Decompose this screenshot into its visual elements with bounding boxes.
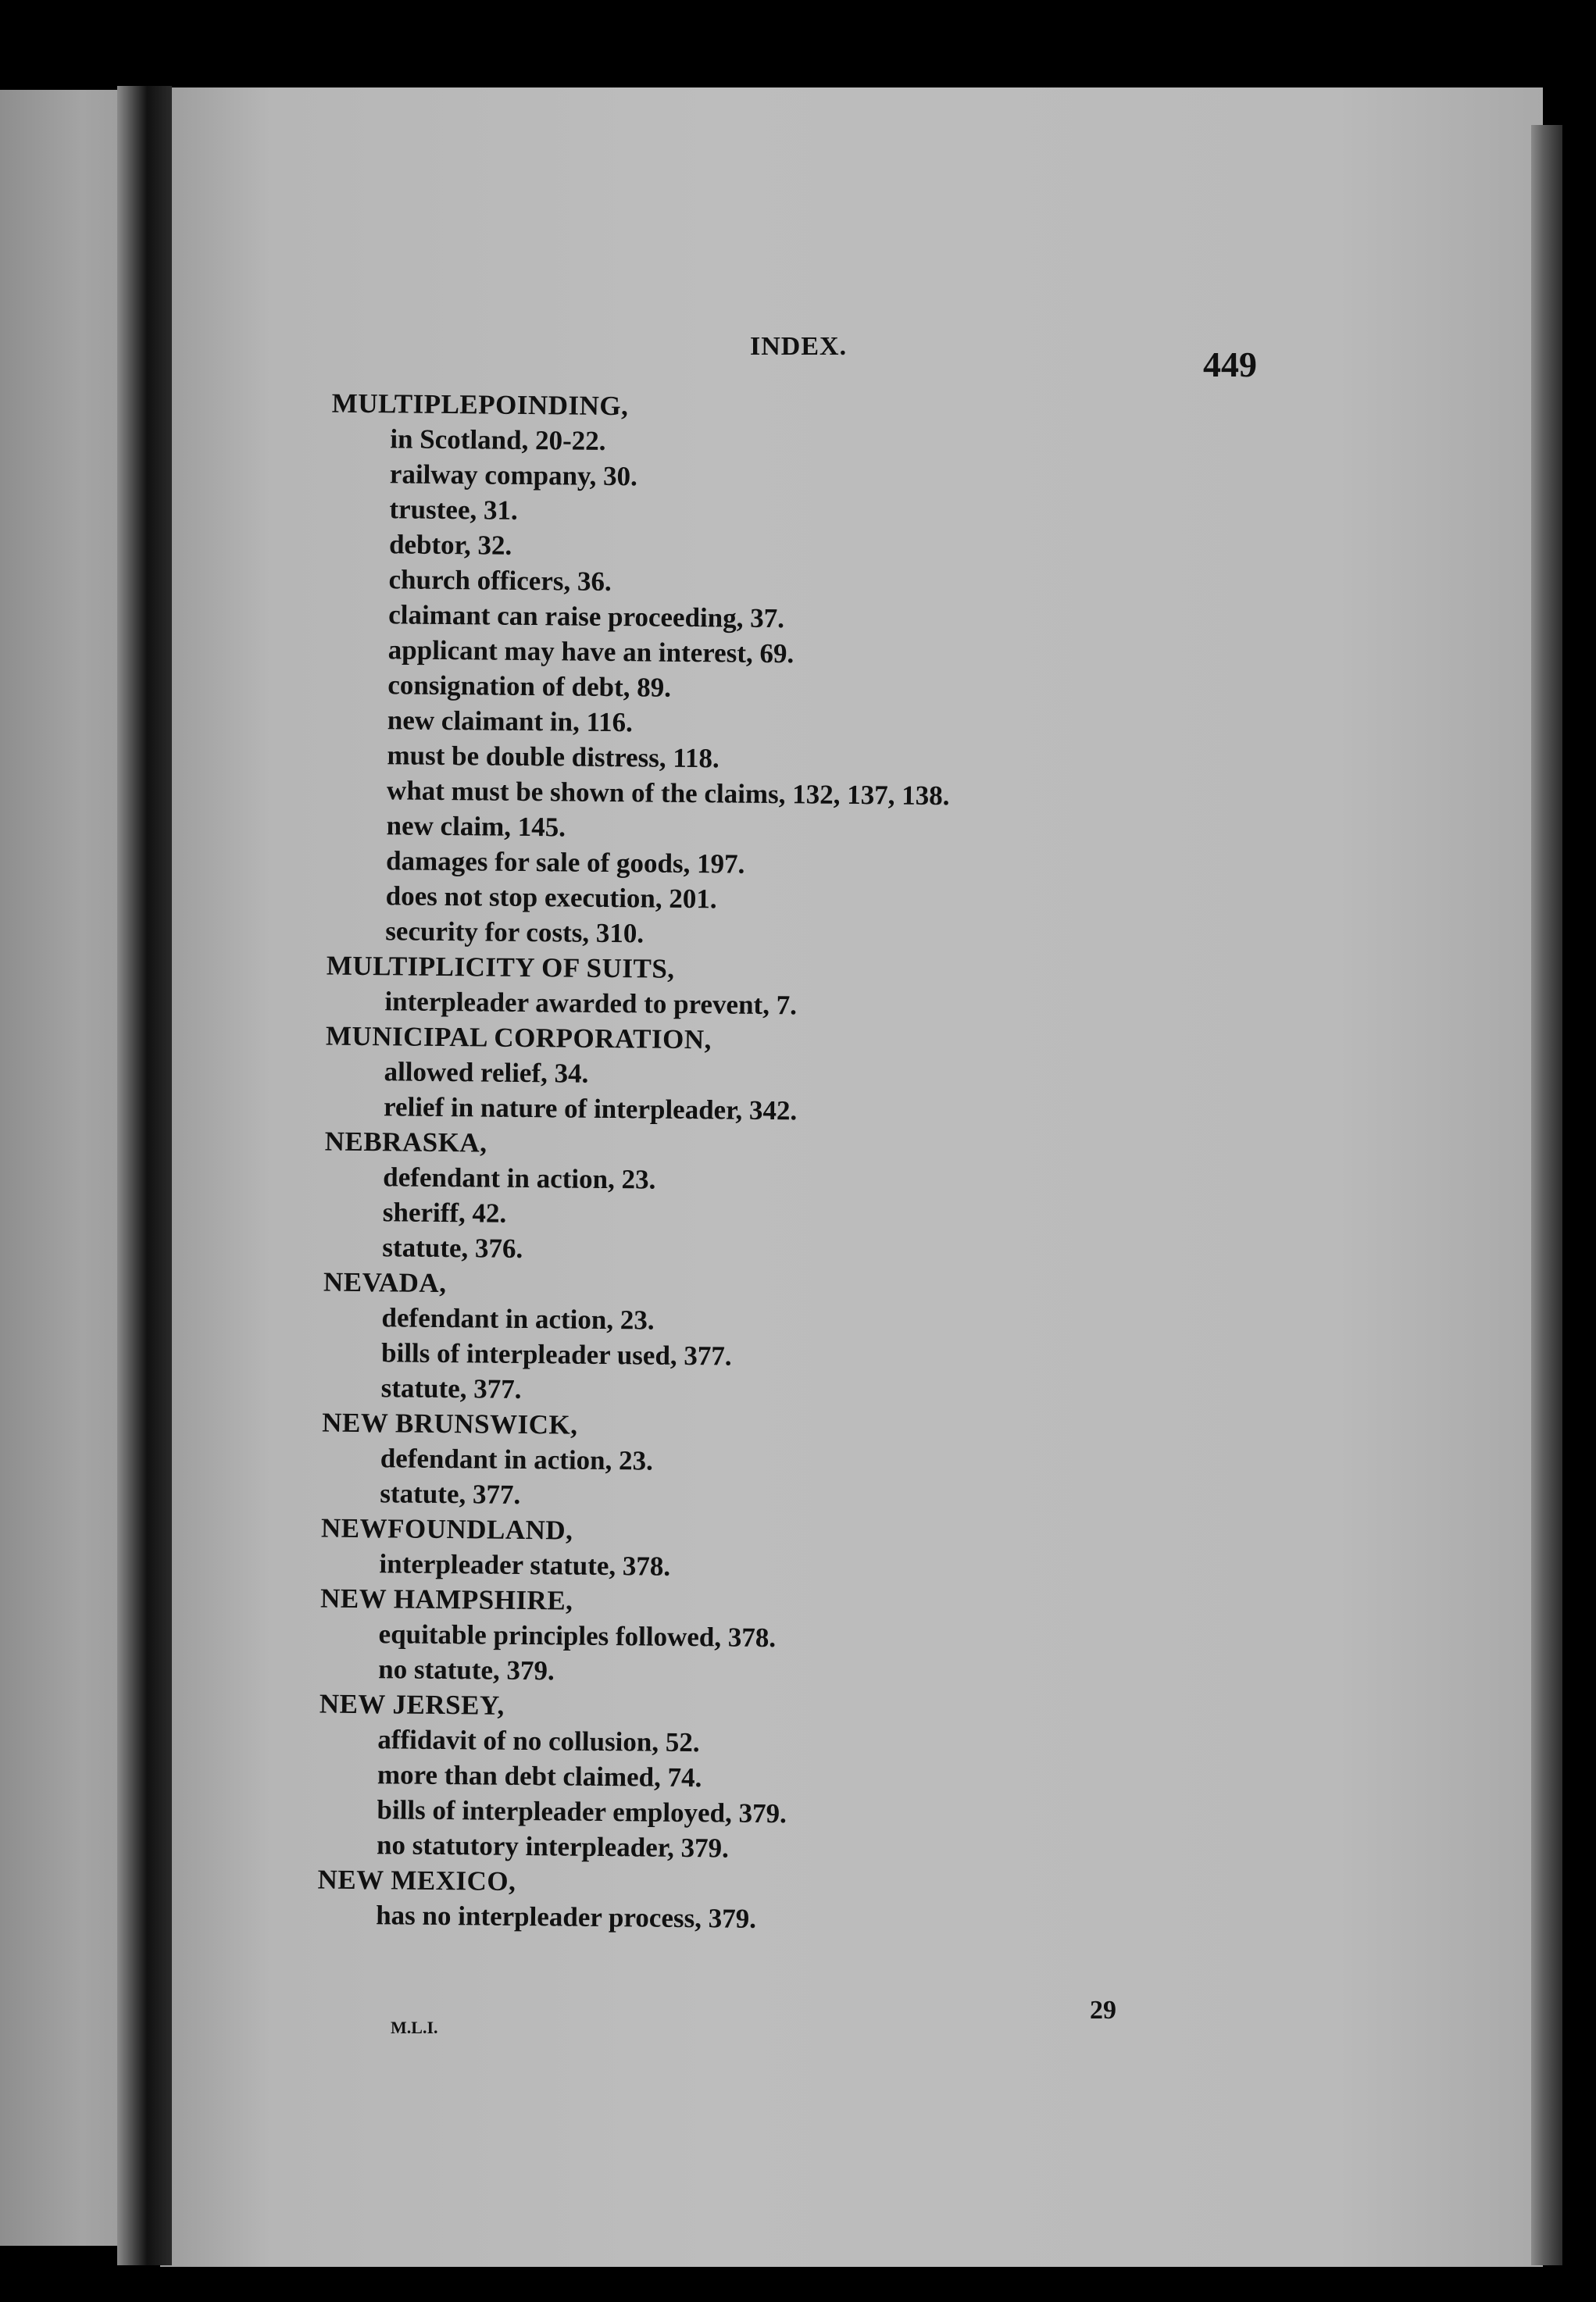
- index-subentry: applicant may have an interest, 69.: [387, 634, 794, 669]
- index-subentry: more than debt claimed, 74.: [377, 1759, 702, 1793]
- index-subentry: defendant in action, 23.: [381, 1302, 655, 1336]
- index-subentry: what must be shown of the claims, 132, 137, 138.: [386, 775, 950, 812]
- index-heading: NEW JERSEY,: [319, 1688, 505, 1721]
- index-subentry: has no interpleader process, 379.: [376, 1900, 757, 1934]
- index-subentry: no statutory interpleader, 379.: [376, 1829, 729, 1864]
- index-subentry: bills of interpleader employed, 379.: [377, 1794, 787, 1829]
- signature-mark: M.L.I.: [391, 2018, 438, 2037]
- index-subentry: statute, 377.: [380, 1478, 521, 1510]
- index-subentry: defendant in action, 23.: [383, 1162, 656, 1195]
- index-subentry: affidavit of no collusion, 52.: [377, 1724, 700, 1758]
- index-subentry: defendant in action, 23.: [380, 1443, 654, 1476]
- index-subentry: interpleader awarded to prevent, 7.: [384, 986, 798, 1021]
- index-heading: MULTIPLICITY OF SUITS,: [326, 950, 675, 984]
- index-subentry: consignation of debt, 89.: [387, 669, 672, 703]
- index-heading: NEW MEXICO,: [317, 1864, 516, 1897]
- index-heading: NEW BRUNSWICK,: [322, 1407, 578, 1440]
- index-subentry: in Scotland, 20-22.: [390, 423, 606, 456]
- sheet-number: 29: [1090, 1996, 1116, 2025]
- index-subentry: equitable principles followed, 378.: [378, 1619, 777, 1654]
- running-header: INDEX.: [750, 332, 848, 361]
- index-subentry: claimant can raise proceeding, 37.: [387, 599, 785, 634]
- index-subentry: no statute, 379.: [378, 1654, 555, 1686]
- index-subentry: new claim, 145.: [386, 810, 566, 843]
- index-subentry: railway company, 30.: [389, 459, 638, 492]
- book-gutter: [117, 86, 172, 2265]
- index-heading: NEVADA,: [323, 1266, 447, 1299]
- index-subentry: new claimant in, 116.: [387, 705, 634, 738]
- index-subentry: security for costs, 310.: [385, 915, 644, 949]
- page-number: 449: [1203, 344, 1257, 384]
- index-subentry: church officers, 36.: [388, 564, 612, 598]
- index-heading: NEBRASKA,: [324, 1126, 487, 1158]
- index-list: [270, 385, 1301, 1941]
- index-heading: MUNICIPAL CORPORATION,: [325, 1020, 712, 1055]
- index-subentry: statute, 376.: [382, 1232, 523, 1264]
- page-edge: [1531, 125, 1562, 2265]
- index-heading: NEW HAMPSHIRE,: [320, 1583, 573, 1616]
- index-subentry: debtor, 32.: [388, 529, 512, 561]
- index-subentry: damages for sale of goods, 197.: [385, 845, 745, 880]
- index-subentry: relief in nature of interpleader, 342.: [383, 1091, 798, 1126]
- index-subentry: statute, 377.: [380, 1372, 522, 1404]
- index-subentry: sheriff, 42.: [382, 1197, 507, 1229]
- index-heading: NEWFOUNDLAND,: [320, 1512, 573, 1546]
- index-subentry: trustee, 31.: [389, 494, 518, 526]
- index-heading: MULTIPLEPOINDING,: [331, 387, 629, 422]
- index-subentry: allowed relief, 34.: [384, 1056, 589, 1089]
- index-subentry: must be double distress, 118.: [387, 740, 719, 774]
- index-subentry: bills of interpleader used, 377.: [380, 1337, 732, 1372]
- index-subentry: does not stop execution, 201.: [385, 880, 717, 915]
- index-subentry: interpleader statute, 378.: [379, 1548, 671, 1582]
